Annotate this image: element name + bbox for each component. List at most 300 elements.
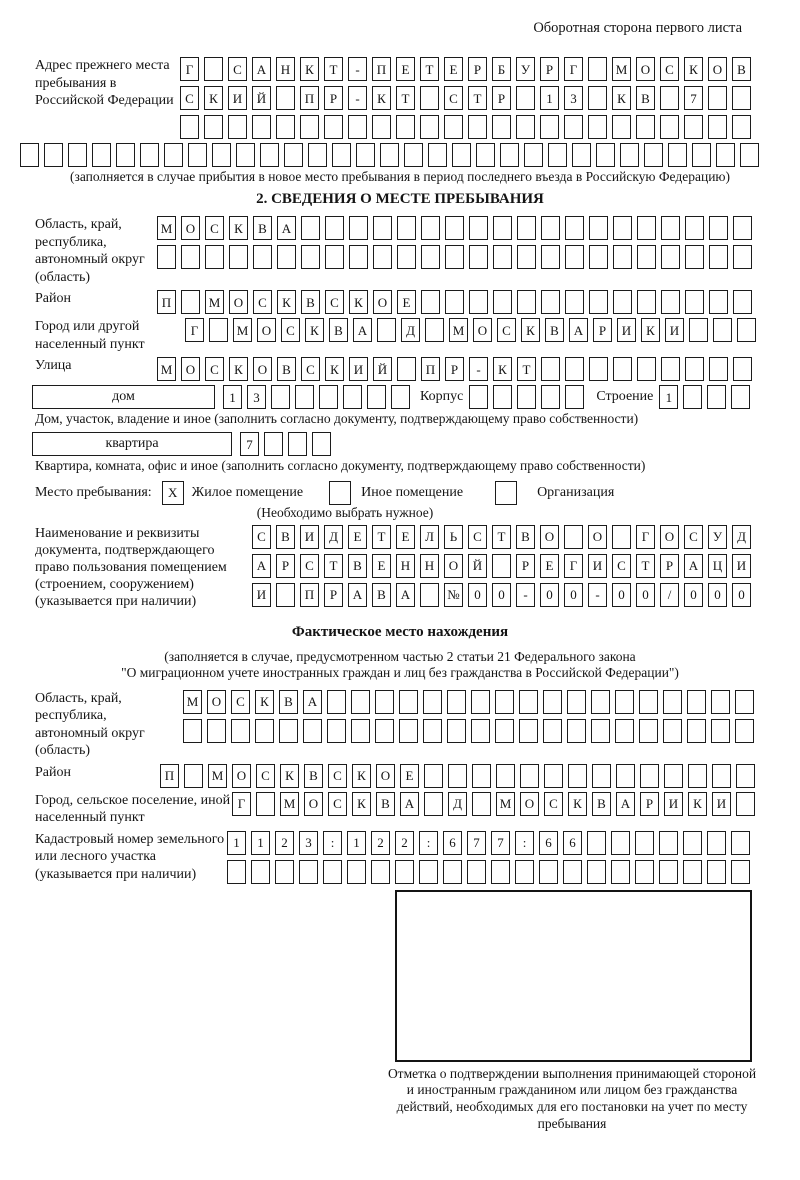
char-box	[589, 357, 608, 381]
char-box: Е	[444, 57, 463, 81]
char-box	[565, 216, 584, 240]
char-box: В	[276, 525, 295, 549]
char-box: И	[349, 357, 368, 381]
char-box	[327, 719, 346, 743]
char-box	[683, 385, 702, 409]
char-box	[539, 860, 558, 884]
char-box	[204, 115, 223, 139]
stroenie-label: Строение	[596, 389, 654, 405]
char-box: 0	[684, 583, 703, 607]
char-box: :	[419, 831, 438, 855]
char-box	[421, 216, 440, 240]
char-box	[515, 860, 534, 884]
char-box: И	[712, 792, 731, 816]
char-box: 1	[347, 831, 366, 855]
stroenie-cells	[659, 385, 750, 409]
char-box	[596, 143, 615, 167]
char-box	[325, 245, 344, 269]
char-box: О	[181, 216, 200, 240]
char-box	[640, 764, 659, 788]
char-box: Й	[252, 86, 271, 110]
char-box	[295, 385, 314, 409]
char-box	[349, 216, 368, 240]
char-box	[445, 216, 464, 240]
char-box: 6	[563, 831, 582, 855]
char-box	[421, 290, 440, 314]
char-box	[276, 583, 295, 607]
char-box	[180, 115, 199, 139]
char-box: В	[592, 792, 611, 816]
char-box: В	[253, 216, 272, 240]
char-box	[707, 860, 726, 884]
char-box: О	[444, 554, 463, 578]
char-box	[279, 719, 298, 743]
char-box: 7	[684, 86, 703, 110]
char-box	[587, 831, 606, 855]
char-box	[343, 385, 362, 409]
char-box	[468, 115, 487, 139]
char-box: /	[660, 583, 679, 607]
char-box: С	[205, 357, 224, 381]
char-box	[613, 216, 632, 240]
char-box: М	[157, 357, 176, 381]
char-box	[445, 290, 464, 314]
char-box	[492, 115, 511, 139]
char-box	[236, 143, 255, 167]
char-box: Д	[448, 792, 467, 816]
char-box	[467, 860, 486, 884]
char-box	[711, 690, 730, 714]
char-box: Т	[636, 554, 655, 578]
char-box	[659, 831, 678, 855]
char-box	[428, 143, 447, 167]
char-box	[516, 86, 535, 110]
district-row	[157, 290, 752, 314]
actual-location-note-line1: (заполняется в случае, предусмотренном частью 2 статьи 21 Федерального закона	[164, 649, 636, 665]
char-box	[709, 290, 728, 314]
char-box	[540, 115, 559, 139]
char-box	[591, 719, 610, 743]
char-box: С	[301, 357, 320, 381]
char-box	[516, 115, 535, 139]
char-box: П	[157, 290, 176, 314]
char-box: А	[400, 792, 419, 816]
char-box	[615, 690, 634, 714]
char-box	[685, 216, 704, 240]
char-box: С	[228, 57, 247, 81]
char-box: Р	[276, 554, 295, 578]
char-box	[688, 764, 707, 788]
char-box	[284, 143, 303, 167]
char-box	[589, 245, 608, 269]
char-box	[347, 860, 366, 884]
char-box	[661, 216, 680, 240]
char-box	[564, 115, 583, 139]
house-number-cells	[223, 385, 410, 409]
char-box: 0	[732, 583, 751, 607]
char-box	[231, 719, 250, 743]
char-box	[493, 216, 512, 240]
char-box	[380, 143, 399, 167]
char-box: Р	[492, 86, 511, 110]
char-box: И	[228, 86, 247, 110]
char-box: К	[688, 792, 707, 816]
char-box	[543, 690, 562, 714]
char-box: О	[253, 357, 272, 381]
char-box: Й	[468, 554, 487, 578]
char-box	[367, 385, 386, 409]
cadastre-label: Кадастровый номер земельного или лесного участка (указывается при наличии)	[35, 831, 225, 882]
char-box: К	[229, 216, 248, 240]
char-box: К	[372, 86, 391, 110]
char-box: Е	[396, 57, 415, 81]
char-box	[692, 143, 711, 167]
char-box	[493, 245, 512, 269]
char-box: О	[229, 290, 248, 314]
char-box	[707, 385, 726, 409]
char-box: С	[444, 86, 463, 110]
char-box: К	[300, 57, 319, 81]
char-box	[420, 86, 439, 110]
actual-city-row	[232, 792, 755, 816]
char-box	[737, 318, 756, 342]
char-box: 3	[299, 831, 318, 855]
document-block	[20, 525, 780, 610]
char-box: С	[660, 57, 679, 81]
actual-district-row	[160, 764, 755, 788]
char-box	[157, 245, 176, 269]
char-box	[447, 719, 466, 743]
char-box: К	[255, 690, 274, 714]
char-box	[613, 290, 632, 314]
char-box	[373, 216, 392, 240]
char-box	[639, 690, 658, 714]
prev-address-rows	[180, 57, 751, 139]
char-box: Е	[396, 525, 415, 549]
char-box: Т	[396, 86, 415, 110]
char-box	[476, 143, 495, 167]
char-box: Д	[732, 525, 751, 549]
region-rows	[157, 216, 752, 269]
char-box: К	[612, 86, 631, 110]
char-box	[397, 357, 416, 381]
char-box	[587, 860, 606, 884]
char-box: Й	[373, 357, 392, 381]
char-box	[620, 143, 639, 167]
char-box: А	[303, 690, 322, 714]
char-box	[277, 245, 296, 269]
stay-type-option-organization: Организация	[537, 484, 615, 500]
char-box: О	[520, 792, 539, 816]
char-box	[589, 216, 608, 240]
char-box	[92, 143, 111, 167]
char-box: С	[180, 86, 199, 110]
char-box: О	[304, 792, 323, 816]
char-box: С	[205, 216, 224, 240]
char-box: С	[300, 554, 319, 578]
char-box: Р	[540, 57, 559, 81]
char-box	[687, 690, 706, 714]
char-box: Т	[372, 525, 391, 549]
cadastre-row-2	[227, 860, 750, 884]
char-box: А	[348, 583, 367, 607]
char-box: Т	[468, 86, 487, 110]
char-box: П	[160, 764, 179, 788]
cadastre-block	[20, 831, 780, 884]
char-box	[260, 143, 279, 167]
char-box	[396, 115, 415, 139]
char-box	[708, 115, 727, 139]
char-box	[731, 831, 750, 855]
char-box: Р	[593, 318, 612, 342]
char-box	[519, 690, 538, 714]
char-box	[181, 290, 200, 314]
char-box	[588, 115, 607, 139]
char-box	[711, 719, 730, 743]
char-box: С	[468, 525, 487, 549]
char-box: С	[253, 290, 272, 314]
char-box	[399, 719, 418, 743]
char-box	[421, 245, 440, 269]
document-row-2	[252, 554, 751, 578]
char-box: К	[229, 357, 248, 381]
char-box	[716, 143, 735, 167]
char-box	[592, 764, 611, 788]
char-box: О	[181, 357, 200, 381]
char-box	[372, 115, 391, 139]
char-box	[212, 143, 231, 167]
district-block	[20, 290, 780, 314]
char-box	[471, 690, 490, 714]
char-box	[659, 860, 678, 884]
char-box: К	[305, 318, 324, 342]
char-box	[312, 432, 331, 456]
char-box: М	[280, 792, 299, 816]
char-box	[731, 385, 750, 409]
char-box: Р	[468, 57, 487, 81]
char-box	[325, 216, 344, 240]
char-box	[500, 143, 519, 167]
char-box	[663, 690, 682, 714]
char-box	[209, 318, 228, 342]
char-box	[301, 245, 320, 269]
char-box: Н	[420, 554, 439, 578]
char-box: П	[421, 357, 440, 381]
char-box	[519, 719, 538, 743]
char-box: Р	[640, 792, 659, 816]
char-box	[276, 115, 295, 139]
region-row-1	[157, 216, 752, 240]
char-box: И	[665, 318, 684, 342]
char-box	[668, 143, 687, 167]
confirmation-caption: Отметка о подтверждении выполнения принимающей стороной и иностранным гражданином или лицом без гражданства действий, необходимых для его постановки на учет по месту пребывания	[387, 1065, 757, 1132]
char-box	[612, 115, 631, 139]
char-box	[707, 831, 726, 855]
char-box	[517, 385, 536, 409]
char-box: Д	[324, 525, 343, 549]
document-row-1	[252, 525, 751, 549]
char-box	[492, 554, 511, 578]
char-box	[661, 290, 680, 314]
char-box	[564, 525, 583, 549]
char-box	[616, 764, 635, 788]
char-box: М	[449, 318, 468, 342]
char-box	[712, 764, 731, 788]
char-box	[713, 318, 732, 342]
char-box: И	[617, 318, 636, 342]
char-box: О	[376, 764, 395, 788]
char-box	[589, 290, 608, 314]
char-box: К	[684, 57, 703, 81]
region-block	[20, 216, 780, 286]
char-box	[356, 143, 375, 167]
char-box: И	[300, 525, 319, 549]
prev-address-row-3	[180, 115, 751, 139]
char-box	[399, 690, 418, 714]
char-box	[660, 86, 679, 110]
char-box: С	[252, 525, 271, 549]
char-box	[613, 357, 632, 381]
house-row	[32, 385, 780, 409]
char-box	[495, 719, 514, 743]
actual-region-row-2	[183, 719, 754, 743]
char-box: О	[257, 318, 276, 342]
char-box: М	[157, 216, 176, 240]
char-box: 7	[491, 831, 510, 855]
char-box: К	[521, 318, 540, 342]
char-box: В	[732, 57, 751, 81]
char-box: 1	[223, 385, 242, 409]
char-box	[469, 216, 488, 240]
char-box	[637, 357, 656, 381]
char-box: Т	[420, 57, 439, 81]
char-box	[255, 719, 274, 743]
char-box	[472, 792, 491, 816]
char-box: И	[732, 554, 751, 578]
char-box: В	[301, 290, 320, 314]
char-box: И	[588, 554, 607, 578]
char-box: 2	[275, 831, 294, 855]
char-box	[685, 357, 704, 381]
street-row	[157, 357, 752, 381]
char-box: О	[708, 57, 727, 81]
char-box	[425, 318, 444, 342]
char-box	[227, 860, 246, 884]
char-box	[493, 385, 512, 409]
char-box	[319, 385, 338, 409]
char-box: С	[325, 290, 344, 314]
char-box	[420, 115, 439, 139]
char-box: И	[664, 792, 683, 816]
char-box	[637, 245, 656, 269]
actual-region-rows	[183, 690, 754, 743]
char-box	[544, 764, 563, 788]
city-label: Город или другой населенный пункт	[35, 319, 145, 352]
stay-type-note: (Необходимо выбрать нужное)	[256, 504, 434, 520]
char-box: А	[277, 216, 296, 240]
char-box: 0	[612, 583, 631, 607]
char-box	[271, 385, 290, 409]
char-box	[612, 525, 631, 549]
char-box: -	[348, 57, 367, 81]
char-box	[565, 290, 584, 314]
char-box	[252, 115, 271, 139]
char-box: 3	[564, 86, 583, 110]
char-box: Б	[492, 57, 511, 81]
char-box	[377, 318, 396, 342]
char-box	[733, 216, 752, 240]
char-box	[635, 860, 654, 884]
char-box	[469, 245, 488, 269]
char-box	[611, 831, 630, 855]
char-box	[184, 764, 203, 788]
char-box	[517, 245, 536, 269]
confirmation-stamp-box	[395, 890, 752, 1062]
char-box	[323, 860, 342, 884]
char-box	[443, 860, 462, 884]
char-box: В	[376, 792, 395, 816]
char-box: С	[256, 764, 275, 788]
char-box	[613, 245, 632, 269]
street-label: Улица	[35, 358, 72, 374]
char-box	[735, 719, 754, 743]
region-row-2	[157, 245, 752, 269]
stay-type-option-residential: Жилое помещение	[191, 484, 304, 500]
char-box: Н	[396, 554, 415, 578]
char-box	[736, 764, 755, 788]
char-box	[565, 357, 584, 381]
char-box	[517, 290, 536, 314]
char-box	[300, 115, 319, 139]
char-box: Г	[564, 57, 583, 81]
actual-district-block	[20, 764, 780, 788]
cadastre-rows	[227, 831, 750, 884]
street-block	[20, 357, 780, 381]
char-box	[395, 860, 414, 884]
char-box: К	[352, 764, 371, 788]
char-box	[228, 115, 247, 139]
char-box: В	[279, 690, 298, 714]
prev-address-block	[20, 57, 780, 139]
char-box	[683, 860, 702, 884]
char-box	[448, 764, 467, 788]
char-box	[276, 86, 295, 110]
char-box	[327, 690, 346, 714]
char-box: -	[348, 86, 367, 110]
city-block	[20, 318, 780, 353]
char-box: Г	[564, 554, 583, 578]
char-box	[644, 143, 663, 167]
char-box: Д	[401, 318, 420, 342]
prev-address-row-1	[180, 57, 751, 81]
char-box	[68, 143, 87, 167]
char-box: Р	[660, 554, 679, 578]
char-box	[472, 764, 491, 788]
actual-city-block	[20, 792, 780, 827]
char-box: Р	[516, 554, 535, 578]
actual-region-row-1	[183, 690, 754, 714]
char-box	[303, 719, 322, 743]
char-box: Р	[445, 357, 464, 381]
char-box: П	[372, 57, 391, 81]
char-box: 0	[492, 583, 511, 607]
char-box	[444, 115, 463, 139]
char-box	[348, 115, 367, 139]
prev-address-note: (заполняется в случае прибытия в новое место пребывания в период последнего въезда в Российскую Федерацию)	[69, 169, 731, 184]
char-box: 7	[467, 831, 486, 855]
char-box: М	[496, 792, 515, 816]
char-box: Р	[324, 86, 343, 110]
